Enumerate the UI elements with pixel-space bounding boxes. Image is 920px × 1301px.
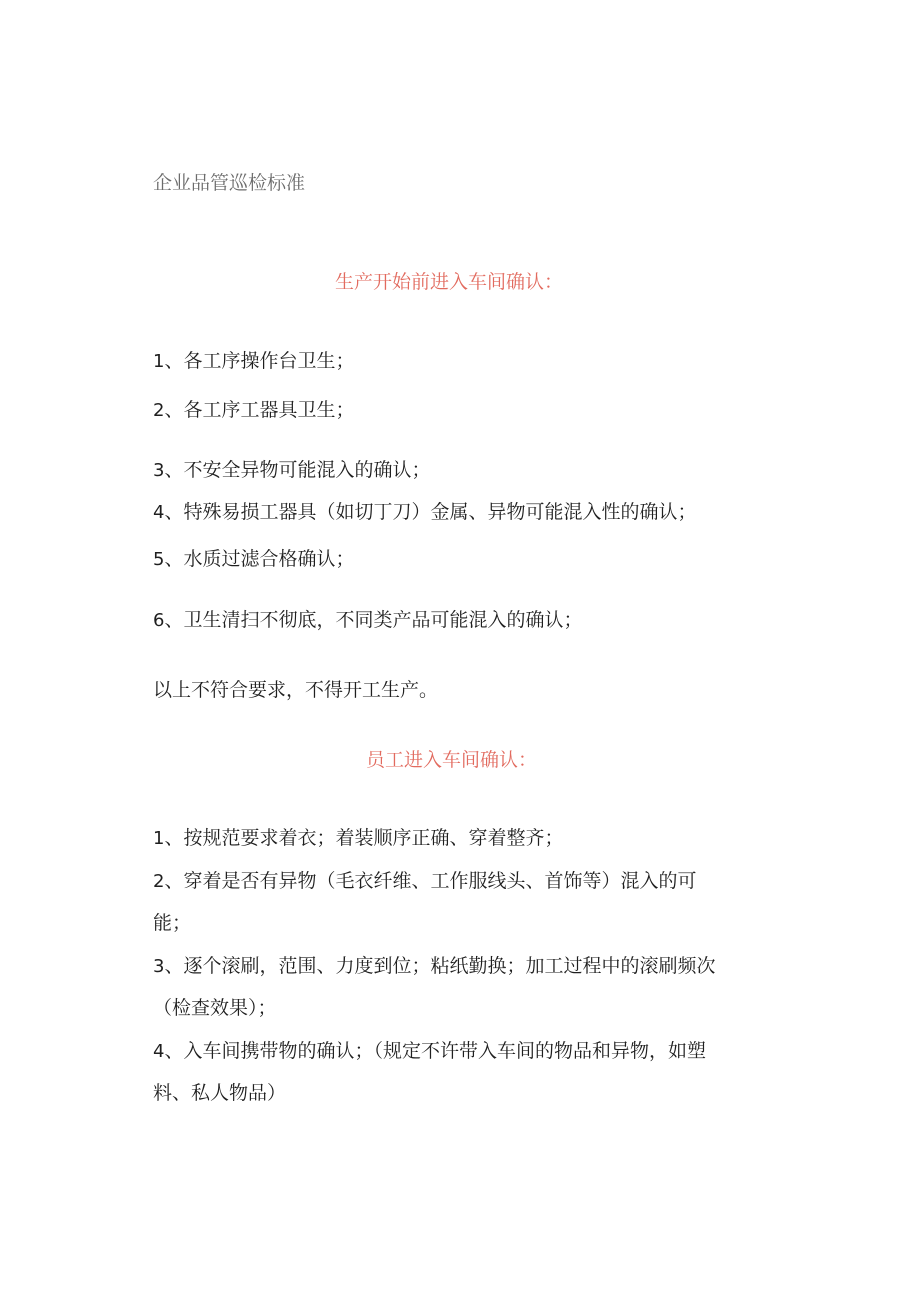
list-item — [153, 823, 563, 850]
list-item — [153, 497, 696, 524]
list-item-continuation: 能； — [153, 912, 192, 934]
list-item-continuation: 料、私人物品） — [153, 1082, 287, 1104]
list-item-number: 4 — [153, 1041, 165, 1062]
list-item-text: 、特殊易损工器具（如切丁刀）金属、异物可能混入性的确认； — [164, 501, 697, 523]
list-item-text: 、各工序工器具卫生； — [164, 399, 355, 421]
list-item — [153, 605, 582, 632]
list-item-number: 3 — [153, 956, 165, 977]
list-item-text: 、穿着是否有异物（毛衣纤维、工作服线头、首饰等）混入的可 — [164, 870, 697, 892]
list-item-number: 3 — [153, 460, 165, 481]
section-heading-staff-entry: 员工进入车间确认： — [366, 749, 538, 771]
list-item — [153, 455, 430, 482]
section-heading-pre-production: 生产开始前进入车间确认： — [335, 271, 564, 293]
list-item — [153, 866, 696, 893]
document-title: 企业品管巡检标准 — [153, 172, 306, 194]
list-item — [153, 395, 354, 422]
list-item-text: 、卫生清扫不彻底，不同类产品可能混入的确认； — [164, 609, 583, 631]
list-item — [153, 544, 354, 571]
list-item-continuation: （检查效果）； — [153, 997, 277, 1019]
list-item-text: 、各工序操作台卫生； — [164, 350, 355, 372]
list-item-text: 、按规范要求着衣；着装顺序正确、穿着整齐； — [164, 827, 564, 849]
list-item-text: 、入车间携带物的确认；（规定不许带入车间的物品和异物，如塑 — [164, 1040, 706, 1062]
list-item-number: 4 — [153, 502, 165, 523]
list-item — [153, 1036, 706, 1063]
list-item-text: 、逐个滚刷，范围、力度到位；粘纸勤换；加工过程中的滚刷频次 — [164, 955, 716, 977]
list-item — [153, 951, 715, 978]
list-item — [153, 346, 354, 373]
list-item-number: 5 — [153, 549, 165, 570]
list-item-number: 2 — [153, 400, 165, 421]
list-item-number: 1 — [153, 351, 165, 372]
list-item-number: 2 — [153, 871, 165, 892]
list-item-text: 、不安全异物可能混入的确认； — [164, 459, 431, 481]
section-note: 以上不符合要求，不得开工生产。 — [153, 679, 439, 701]
list-item-number: 6 — [153, 610, 165, 631]
list-item-number: 1 — [153, 828, 165, 849]
list-item-text: 、水质过滤合格确认； — [164, 548, 355, 570]
